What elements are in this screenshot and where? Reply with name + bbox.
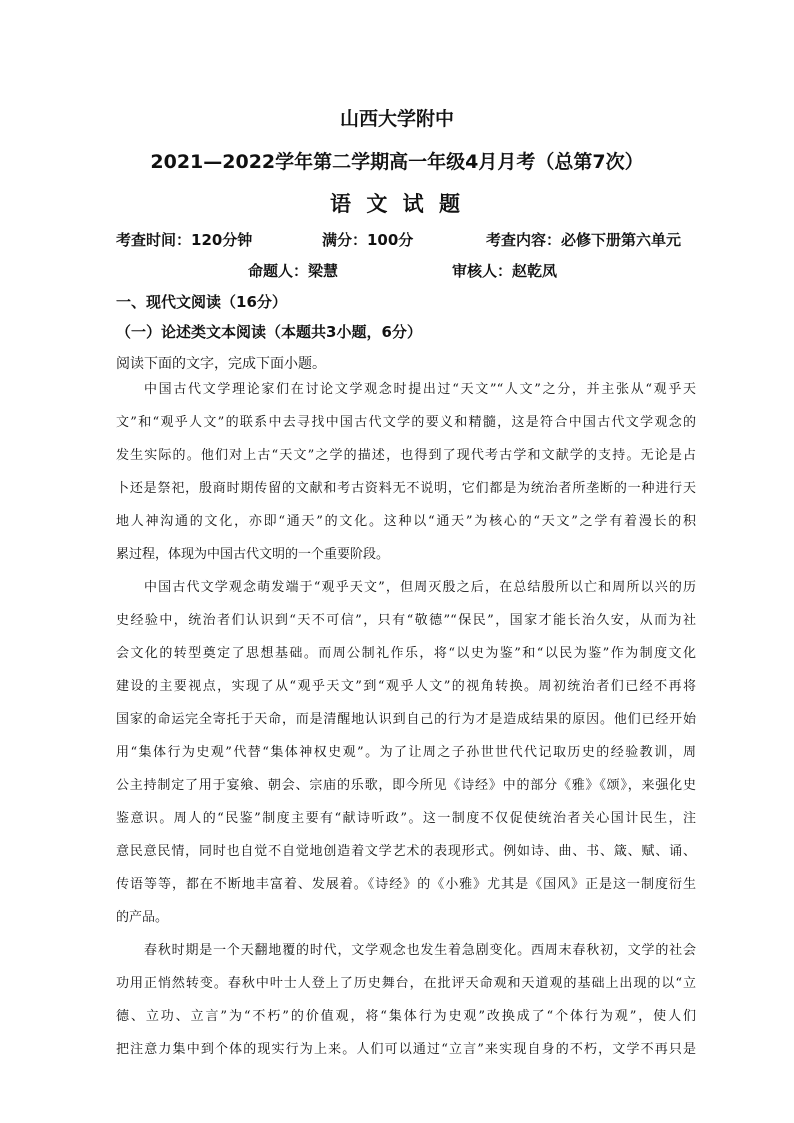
exam-scope: 考查内容：必修下册第六单元 — [486, 231, 682, 249]
passage-line: 国家的命运完全寄托于天命，而是清醒地认识到自己的行为才是造成结果的原因。他们已经开始 — [116, 712, 696, 727]
school-name: 山西大学附中 — [339, 108, 454, 130]
passage-line: 鉴意识。周人的“民鉴”制度主要有“献诗听政”。这一制度不仅促使统治者关心国计民生，注 — [116, 811, 696, 826]
passage-line: 中国古代文学理论家们在讨论文学观念时提出过“天文”“人文”之分，并主张从“观乎天 — [144, 382, 696, 397]
passage-line: 意民意民情，同时也自觉不自觉地创造着文学艺术的表现形式。例如诗、曲、书、箴、赋、诵、 — [116, 844, 696, 859]
passage-line: 文”和“观乎人文”的联系中去寻找中国古代文学的要义和精髓，这是符合中国古代文学观念的 — [116, 415, 696, 430]
section-heading: 一、现代文阅读（16分） — [116, 293, 287, 311]
passage-line: 用“集体行为史观”代替“集体神权史观”。为了让周之子孙世世代代记取历史的经验教训，周 — [116, 745, 696, 760]
full-score: 满分：100分 — [322, 231, 414, 249]
passage-line: 卜还是祭祀，殷商时期传留的文献和考古资料无不说明，它们都是为统治者所垄断的一种进行天 — [116, 481, 696, 496]
exam-title: 2021—2022学年第二学期高一年级4月月考（总第7次） — [150, 151, 644, 173]
passage-line: 传语等等，都在不断地丰富着、发展着。《诗经》的《小雅》尤其是《国风》正是这一制度衍生 — [116, 877, 696, 892]
question-reviewer: 审核人：赵乾凤 — [452, 262, 558, 280]
passage-line: 德、立功、立言”为“不朽”的价值观，将“集体行为史观”改换成了“个体行为观”，使人们 — [116, 1009, 696, 1024]
passage-line: 会文化的转型奠定了思想基础。而周公制礼作乐，将“以史为鉴”和“以民为鉴”作为制度文化 — [116, 646, 696, 661]
exam-time: 考查时间：120分钟 — [116, 231, 253, 249]
subject-title: 语 文 试 题 — [330, 192, 464, 216]
subsection-heading: （一）论述类文本阅读（本题共3小题，6分） — [116, 323, 422, 341]
passage-line: 史经验中，统治者们认识到“天不可信”，只有“敬德”“保民”，国家才能长治久安，从而为社 — [116, 613, 696, 628]
passage-line: 累过程，体现为中国古代文明的一个重要阶段。 — [116, 547, 390, 562]
passage-line: 公主持制定了用于宴飨、朝会、宗庙的乐歌，即今所见《诗经》中的部分《雅》《颂》，来强化史 — [116, 778, 696, 793]
passage-line: 中国古代文学观念萌发端于“观乎天文”，但周灭殷之后，在总结殷所以亡和周所以兴的历 — [144, 580, 696, 595]
passage-line: 把注意力集中到个体的现实行为上来。人们可以通过“立言”来实现自身的不朽，文学不再只是 — [116, 1042, 696, 1057]
passage-line: 建设的主要视点，实现了从“观乎天文”到“观乎人文”的视角转换。周初统治者们已经不再将 — [116, 679, 696, 694]
passage-line: 春秋时期是一个天翻地覆的时代，文学观念也发生着急剧变化。西周末春秋初，文学的社会 — [144, 943, 696, 958]
passage-line: 功用正悄然转变。春秋中叶士人登上了历史舞台，在批评天命观和天道观的基础上出现的以“立 — [116, 976, 696, 991]
reading-instruction: 阅读下面的文字，完成下面小题。 — [116, 356, 326, 372]
question-author: 命题人：梁慧 — [248, 262, 339, 280]
passage-line: 的产品。 — [116, 910, 169, 925]
passage-line: 地人神沟通的文化，亦即“通天”的文化。这种以“通天”为核心的“天文”之学有着漫长的积 — [116, 514, 696, 529]
passage-line: 发生实际的。他们对上古“天文”之学的描述，也得到了现代考古学和文献学的支持。无论是占 — [116, 448, 696, 463]
